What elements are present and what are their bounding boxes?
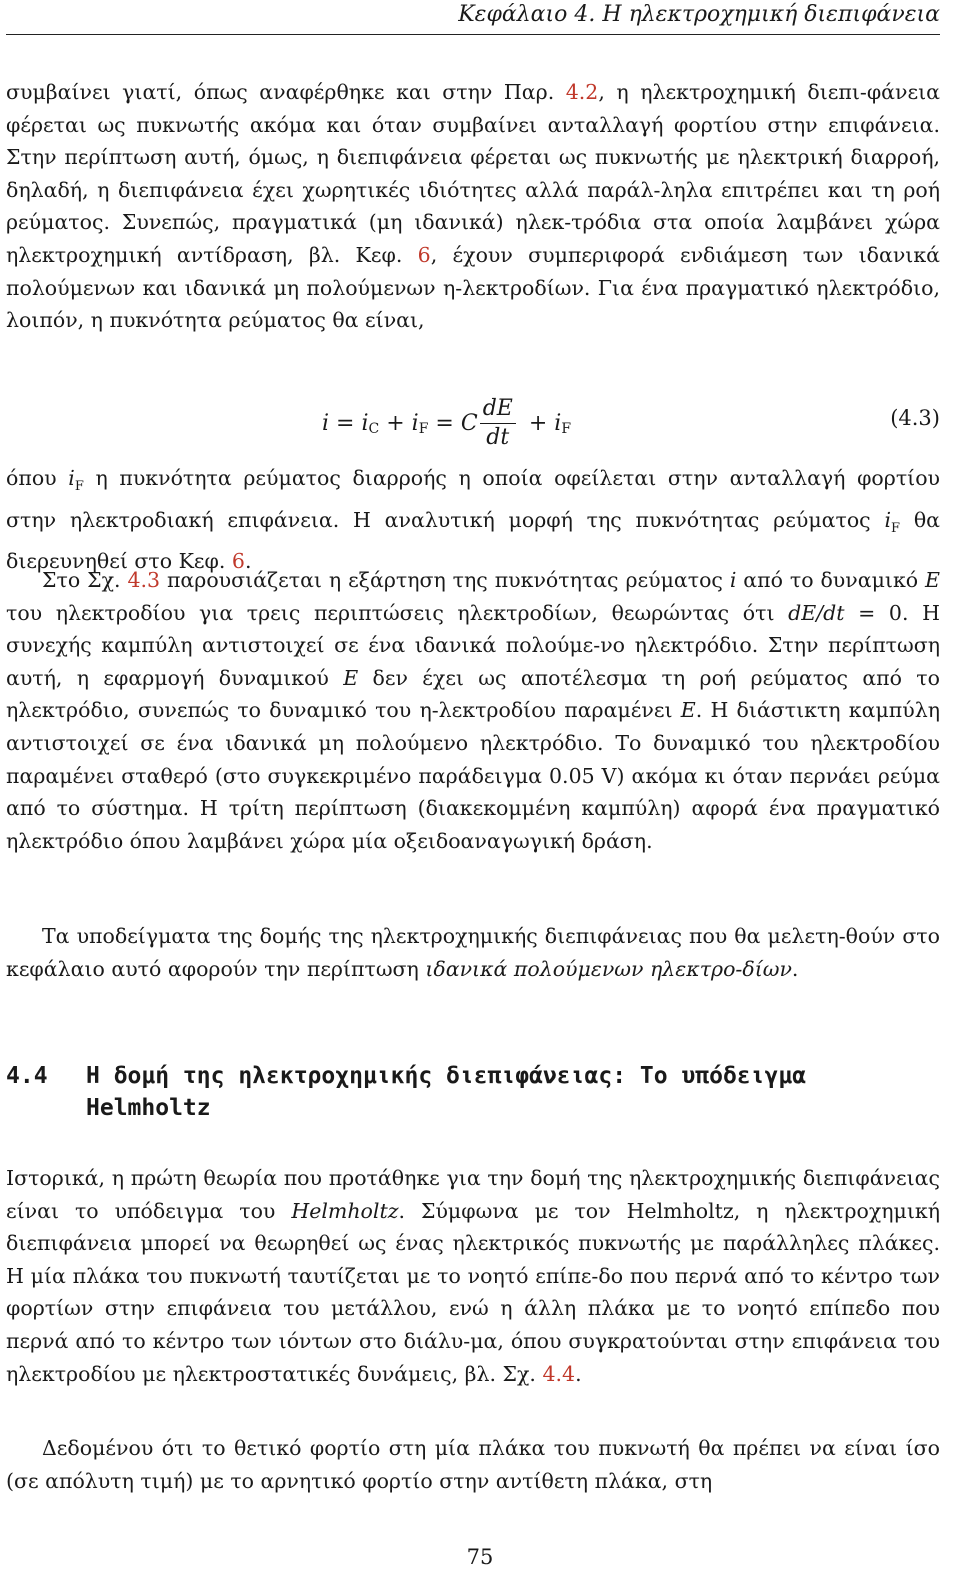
link-ref-section-4-2[interactable]: 4.2 — [565, 80, 599, 104]
eq-symbol: i — [361, 410, 369, 436]
text: η πυκνότητα ρεύματος διαρροής η οποία οφείλεται στην ανταλλαγή φορτίου στην ηλεκτροδιακή επιφάνεια. Η αναλυτική μορφή της πυκνότητας ρεύματος — [6, 466, 940, 532]
text: παρουσιάζεται η εξάρτηση της πυκνότητας ρεύματος — [160, 568, 730, 592]
eq-subscript: C — [368, 421, 380, 437]
math-symbol: E — [343, 665, 359, 690]
eq-fraction — [480, 395, 516, 452]
math-subscript: F — [891, 520, 901, 536]
text: = 0. Η συνεχής καμπύλη αντιστοιχεί σε ένα ιδανικά πολούμε-νο ηλεκτρόδιο. Στην περίπτωση αυτή, η εφαρμογή δυναμικού — [6, 600, 940, 690]
text: του ηλεκτροδίου για τρεις περιπτώσεις ηλεκτροδίων, θεωρώντας ότι — [6, 600, 789, 625]
equation-body — [322, 388, 571, 458]
text: . Η διάστικτη καμπύλη αντιστοιχεί σε ένα ιδανικά μη πολούμενο ηλεκτρόδιο. Το δυναμικό του ηλεκτροδίου παραμένει σταθερό (στο συγκεκριμένο παράδειγμα 0.05 V) ακόμα κι όταν περνάει ρεύμα από το σύστημα. Η τρίτη περίπτωση (διακεκομμένη καμπύλη) αφορά ένα πραγματικό ηλεκτρόδιο όπου λαμβάνει χώρα μία οξειδοαναγωγική δράση. — [6, 698, 940, 853]
math-symbol: E — [680, 698, 696, 723]
paragraph-5 — [6, 1162, 940, 1390]
eq-operator: = — [329, 410, 362, 436]
eq-operator: = — [428, 410, 461, 436]
text: όπου — [6, 466, 69, 490]
math-symbol: i — [884, 507, 891, 532]
emphasis: ιδανικά πολούμενων ηλεκτρο-δίων — [425, 956, 792, 981]
eq-symbol: C — [460, 410, 478, 436]
math-symbol: i — [68, 466, 75, 490]
text: Στο Σχ. — [42, 568, 128, 592]
text: . — [575, 1361, 582, 1386]
eq-symbol: i — [554, 410, 562, 436]
math-symbol: E — [925, 568, 940, 592]
math-symbol: i — [729, 568, 737, 592]
text: . — [791, 956, 799, 981]
text: Τα υποδείγματα της δομής της ηλεκτροχημικής διεπιφάνειας που θα μελετη-θούν στο κεφάλαιο αυτό αφορούν την περίπτωση — [6, 924, 940, 981]
paragraph-1 — [6, 76, 940, 337]
eq-numerator: dE — [480, 395, 516, 424]
eq-denominator: dt — [486, 424, 510, 450]
math-subscript: F — [74, 479, 84, 495]
eq-symbol: i — [322, 410, 330, 436]
equation-number: (4.3) — [890, 406, 940, 430]
emphasis: Helmholtz — [291, 1198, 399, 1223]
paragraph-3 — [6, 564, 940, 857]
text: Δεδομένου ότι το θετικό φορτίο στη μία πλάκα του πυκνωτή θα πρέπει να είναι ίσο (σε απόλυτη τιμή) με το αρνητικό φορτίο στην αντίθετη πλάκα, στη — [6, 1436, 940, 1493]
eq-symbol: i — [411, 410, 419, 436]
math-expression: dE/dt — [788, 600, 845, 625]
eq-operator: + — [379, 410, 412, 436]
paragraph-6 — [6, 1432, 940, 1497]
text: , η ηλεκτροχημική διεπι-φάνεια φέρεται ως πυκνωτής ακόμα και όταν συμβαίνει ανταλλαγή φορτίου στην επιφάνεια. Στην περίπτωση αυτή, όμως, η διεπιφάνεια φέρεται ως πυκνωτής με ηλεκτρική διαρροή, δηλαδή, η διεπιφάνεια έχει χωρητικές ιδιότητες αλλά παράλ-ληλα επιτρέπει και τη ροή ρεύματος. Συνεπώς, πραγματικά (μη ιδανικά) ηλεκ-τρόδια στα οποία λαμβάνει χώρα ηλεκτροχημική αντίδραση, βλ. Κεφ. — [6, 80, 940, 267]
text: Ιστορικά, η πρώτη θεωρία που προτάθηκε για την δομή της ηλεκτροχημικής διεπιφάνειας είναι το υπόδειγμα του — [6, 1166, 940, 1223]
text: δεν έχει ως αποτέλεσμα τη ροή ρεύματος από το ηλεκτρόδιο, συνεπώς το δυναμικό του η-λεκτροδίου παραμένει — [6, 665, 940, 723]
link-ref-chapter-6[interactable]: 6 — [231, 549, 245, 574]
eq-subscript: F — [561, 421, 572, 437]
link-ref-figure-4-3[interactable]: 4.3 — [127, 568, 161, 592]
text: , έχουν συμπεριφορά ενδιάμεση των ιδανικά πολούμενων και ιδανικά μη πολούμενων η-λεκτροδίων. Για ένα πραγματικό ηλεκτρόδιο, λοιπόν, η πυκνότητα ρεύματος θα είναι, — [6, 242, 940, 333]
paragraph-4 — [6, 920, 940, 985]
link-ref-figure-4-4[interactable]: 4.4 — [542, 1361, 576, 1386]
eq-operator: + — [521, 410, 555, 436]
link-ref-chapter-6[interactable]: 6 — [417, 242, 431, 267]
section-number: 4.4 — [6, 1063, 48, 1089]
text: από το δυναμικό — [736, 568, 926, 592]
section-title: Η δομή της ηλεκτροχημικής διεπιφάνειας: Το υπόδειγμα Helmholtz — [86, 1063, 807, 1121]
text: θα διερευνηθεί στο Κεφ. — [6, 507, 941, 574]
eq-subscript: F — [418, 421, 429, 437]
text: συμβαίνει γιατί, όπως αναφέρθηκε και στην Παρ. — [6, 80, 566, 104]
text: . Σύμφωνα με τον Helmholtz, η ηλεκτροχημική διεπιφάνεια μπορεί να θεωρηθεί ως ένας ηλεκτρικός πυκνωτής με παράλληλες πλάκες. Η μία πλάκα του πυκνωτή ταυτίζεται με το νοητό επίπε-δο που περνά από το κέντρο των φορτίων στην επιφάνεια του μετάλλου, ενώ η άλλη πλάκα με το νοητό επίπεδο που περνά από το κέντρο των ιόντων στο διάλυ-μα, όπου συγκρατούνται στην επιφάνεια του ηλεκτροδίου με ηλεκτροστατικές δυνάμεις, βλ. Σχ. — [6, 1198, 941, 1386]
paragraph-2 — [6, 462, 940, 578]
page-number: 75 — [466, 1545, 494, 1569]
equation-4-3 — [6, 388, 940, 458]
text: . — [244, 549, 252, 574]
running-header: Κεφάλαιο 4. Η ηλεκτροχημική διεπιφάνεια — [6, 0, 940, 35]
